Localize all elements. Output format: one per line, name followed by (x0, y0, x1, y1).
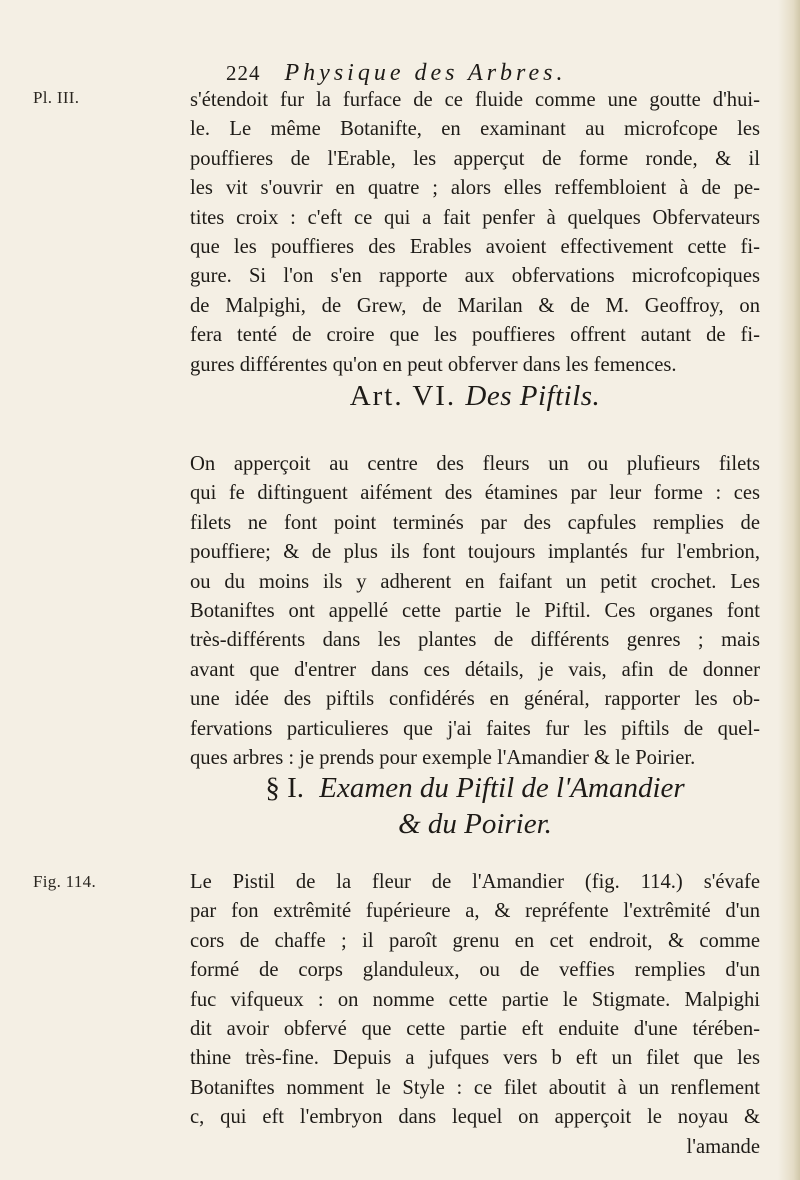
text-line: gure. Si l'on s'en rapporte aux obfervations microfcopiques (190, 265, 760, 288)
paragraph-1 (190, 86, 760, 380)
text-line: fuc vifqueux : on nomme cette partie le Stigmate. Malpighi (190, 988, 760, 1011)
running-title: Physique des Arbres. (284, 60, 567, 86)
section-heading-line-1 (190, 772, 760, 805)
text-line: une idée des piftils confidérés en général, rapporter les ob- (190, 688, 760, 711)
section-title: Examen du Piftil de l'Amandier (319, 772, 685, 804)
text-line: avant que d'entrer dans ces détails, je vais, afin de donner (190, 658, 760, 681)
section-heading-line-2: & du Poirier. (398, 808, 552, 840)
text-line: thine très-fine. Depuis a jufques vers b eft un filet que les (190, 1047, 760, 1070)
text-line: c, qui eft l'embryon dans lequel on apperçoit le noyau & (190, 1106, 760, 1129)
text-line: l'amande (686, 1135, 760, 1158)
text-line: Botaniftes nomment le Style : ce filet aboutit à un renflement (190, 1076, 760, 1099)
text-line: cors de chaffe ; il paroît grenu en cet endroit, & comme (190, 929, 760, 952)
text-line: fervations particulieres que j'ai faites fur les piftils de quel- (190, 717, 760, 740)
text-line: fera tenté de croire que les pouffieres offrent autant de fi- (190, 324, 760, 347)
text-line: ou du moins ils y adherent en faifant un petit crochet. Les (190, 570, 760, 593)
text-line: Le Pistil de la fleur de l'Amandier (fig. 114.) s'évafe (190, 871, 760, 893)
text-line: gures différentes qu'on en peut obferver dans les femences. (190, 353, 677, 376)
text-line: ques arbres : je prends pour exemple l'Amandier & le Poirier. (190, 746, 696, 769)
text-line: les vit s'ouvrir en quatre ; alors elles reffembloient à de pe- (190, 177, 760, 200)
text-line: le. Le même Botanifte, en examinant au microfcope les (190, 118, 760, 141)
section-mark: § I. (265, 772, 304, 804)
article-heading (190, 380, 760, 413)
page-number: 224 (226, 61, 261, 85)
text-line: pouffiere; & de plus ils font toujours implantés fur l'embrion, (190, 541, 760, 564)
text-line: dit avoir obfervé que cette partie eft enduite d'une térében- (190, 1017, 760, 1040)
text-line: On apperçoit au centre des fleurs un ou plufieurs filets (190, 453, 760, 475)
text-line: par fon extrêmité fupérieure a, & repréfente l'extrêmité d'un (190, 900, 760, 923)
text-line: s'étendoit fur la furface de ce fluide comme une goutte d'hui- (190, 89, 760, 111)
text-line: qui fe diftinguent aifément des étamines par leur forme : ces (190, 482, 760, 505)
margin-figure-reference: Fig. 114. (33, 872, 96, 891)
text-line: filets ne font point terminés par des capfules remplies de (190, 511, 760, 534)
margin-plate-reference: Pl. III. (33, 88, 80, 107)
text-line: très-différents dans les plantes de différents genres ; mais (190, 629, 760, 652)
text-line: tites croix : c'eft ce qui a fait penfer à quelques Obfervateurs (190, 206, 760, 229)
text-line: que les pouffieres des Erables avoient effectivement cette fi- (190, 235, 760, 258)
article-number: Art. VI. (349, 380, 457, 412)
text-line: Botaniftes ont appellé cette partie le Piftil. Ces organes font (190, 599, 760, 622)
paragraph-3 (190, 868, 760, 1162)
text-line: de Malpighi, de Grew, de Marilan & de M. Geoffroy, on (190, 294, 760, 317)
page-edge-shadow (778, 0, 800, 1180)
text-line: pouffieres de l'Erable, les apperçut de forme ronde, & il (190, 147, 760, 170)
article-title: Des Piftils. (465, 380, 601, 412)
paragraph-2 (190, 450, 760, 773)
text-line: formé de corps glanduleux, ou de veffies remplies d'un (190, 959, 760, 982)
